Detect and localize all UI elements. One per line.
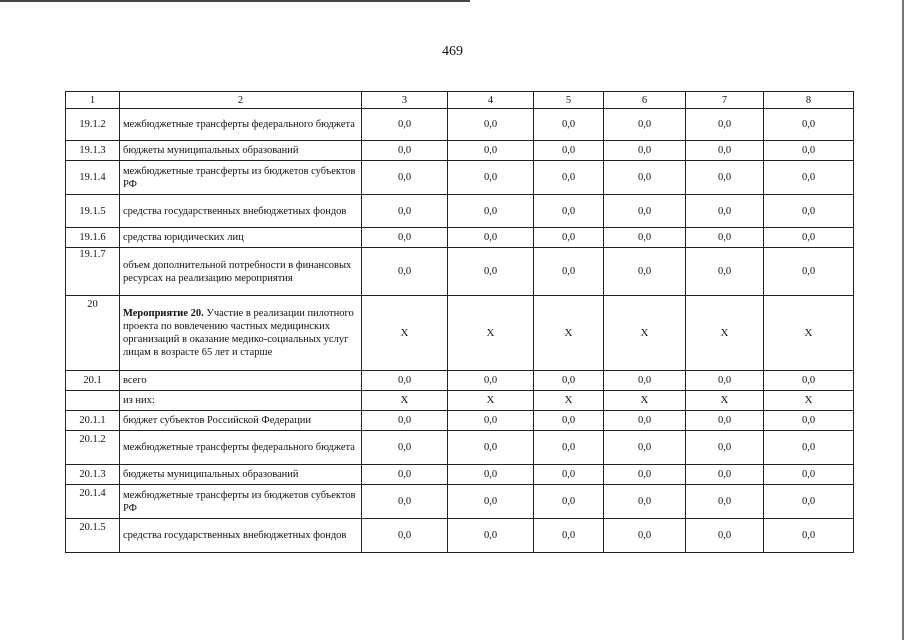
value-cell: 0,0	[362, 141, 448, 161]
table-row	[66, 228, 854, 248]
value-cell: 0,0	[362, 228, 448, 248]
value-cell: 0,0	[448, 431, 534, 465]
table-row-section	[66, 296, 854, 371]
table-row	[66, 485, 854, 519]
table-row	[66, 431, 854, 465]
value-cell: 0,0	[534, 109, 604, 141]
value-cell: X	[448, 391, 534, 411]
table-row	[66, 161, 854, 195]
row-number: 20.1.2	[66, 431, 120, 465]
row-description: межбюджетные трансферты федерального бюджета	[120, 109, 362, 141]
value-cell: 0,0	[362, 465, 448, 485]
value-cell: 0,0	[604, 411, 686, 431]
value-cell: 0,0	[764, 161, 854, 195]
value-cell: X	[362, 391, 448, 411]
value-cell: 0,0	[604, 161, 686, 195]
row-number: 19.1.4	[66, 161, 120, 195]
row-number: 20	[66, 296, 120, 371]
value-cell: X	[686, 296, 764, 371]
value-cell: 0,0	[604, 371, 686, 391]
value-cell: X	[534, 391, 604, 411]
row-description: средства юридических лиц	[120, 228, 362, 248]
column-header: 6	[604, 92, 686, 109]
value-cell: 0,0	[448, 411, 534, 431]
row-number: 20.1.1	[66, 411, 120, 431]
row-description: межбюджетные трансферты из бюджетов субъектов РФ	[120, 161, 362, 195]
value-cell: X	[604, 296, 686, 371]
value-cell: 0,0	[686, 141, 764, 161]
table-row	[66, 519, 854, 553]
row-number: 19.1.6	[66, 228, 120, 248]
value-cell: 0,0	[362, 248, 448, 296]
value-cell: X	[764, 296, 854, 371]
row-number: 20.1.5	[66, 519, 120, 553]
value-cell: 0,0	[534, 248, 604, 296]
table-row	[66, 411, 854, 431]
table-row	[66, 465, 854, 485]
row-description: средства государственных внебюджетных фондов	[120, 519, 362, 553]
value-cell: 0,0	[534, 141, 604, 161]
value-cell: 0,0	[764, 371, 854, 391]
row-description: бюджеты муниципальных образований	[120, 141, 362, 161]
value-cell: 0,0	[604, 431, 686, 465]
value-cell: 0,0	[686, 411, 764, 431]
value-cell: X	[764, 391, 854, 411]
value-cell: 0,0	[764, 228, 854, 248]
value-cell: 0,0	[534, 465, 604, 485]
value-cell: 0,0	[448, 161, 534, 195]
row-number: 20.1	[66, 371, 120, 391]
value-cell: 0,0	[448, 141, 534, 161]
budget-table	[65, 91, 854, 553]
value-cell: X	[686, 391, 764, 411]
value-cell: 0,0	[764, 519, 854, 553]
value-cell: 0,0	[534, 431, 604, 465]
value-cell: 0,0	[604, 228, 686, 248]
value-cell: 0,0	[362, 109, 448, 141]
activity-label: Мероприятие 20.	[123, 308, 204, 319]
row-number: 19.1.7	[66, 248, 120, 296]
value-cell: 0,0	[764, 248, 854, 296]
page-number: 469	[442, 44, 463, 59]
value-cell: 0,0	[534, 228, 604, 248]
table-row	[66, 141, 854, 161]
row-description	[120, 296, 362, 371]
value-cell: 0,0	[686, 228, 764, 248]
value-cell: 0,0	[534, 519, 604, 553]
value-cell: 0,0	[604, 465, 686, 485]
column-header: 3	[362, 92, 448, 109]
value-cell: 0,0	[534, 161, 604, 195]
value-cell: 0,0	[534, 485, 604, 519]
value-cell: 0,0	[448, 109, 534, 141]
value-cell: 0,0	[686, 465, 764, 485]
value-cell: 0,0	[448, 519, 534, 553]
column-header: 7	[686, 92, 764, 109]
value-cell: 0,0	[448, 371, 534, 391]
value-cell: 0,0	[764, 411, 854, 431]
row-number: 20.1.3	[66, 465, 120, 485]
value-cell: X	[362, 296, 448, 371]
value-cell: 0,0	[534, 371, 604, 391]
value-cell: 0,0	[764, 465, 854, 485]
value-cell: 0,0	[764, 431, 854, 465]
value-cell: 0,0	[764, 109, 854, 141]
column-header: 4	[448, 92, 534, 109]
row-description: бюджет субъектов Российской Федерации	[120, 411, 362, 431]
row-number: 19.1.2	[66, 109, 120, 141]
value-cell: 0,0	[604, 248, 686, 296]
value-cell: 0,0	[686, 248, 764, 296]
row-description: межбюджетные трансферты из бюджетов субъектов РФ	[120, 485, 362, 519]
value-cell: 0,0	[448, 465, 534, 485]
table-row	[66, 248, 854, 296]
value-cell: 0,0	[448, 228, 534, 248]
row-description: средства государственных внебюджетных фондов	[120, 195, 362, 228]
row-number: 20.1.4	[66, 485, 120, 519]
value-cell: 0,0	[686, 431, 764, 465]
activity-text: Участие в реализации пилотного проекта по вовлечению частных медицинских организаций в оказание медико-социальных услуг лицам в возрасте 65 лет и старше	[123, 308, 354, 358]
value-cell: 0,0	[362, 371, 448, 391]
table-row	[66, 391, 854, 411]
value-cell: 0,0	[362, 519, 448, 553]
value-cell: 0,0	[604, 519, 686, 553]
row-description: объем дополнительной потребности в финансовых ресурсах на реализацию мероприятия	[120, 248, 362, 296]
value-cell: 0,0	[686, 195, 764, 228]
value-cell: 0,0	[764, 141, 854, 161]
value-cell: 0,0	[362, 431, 448, 465]
value-cell: 0,0	[604, 485, 686, 519]
row-description: из них:	[120, 391, 362, 411]
value-cell: 0,0	[448, 248, 534, 296]
column-header: 1	[66, 92, 120, 109]
value-cell: 0,0	[764, 195, 854, 228]
column-header: 8	[764, 92, 854, 109]
row-description: межбюджетные трансферты федерального бюджета	[120, 431, 362, 465]
column-header: 2	[120, 92, 362, 109]
value-cell: X	[604, 391, 686, 411]
value-cell: 0,0	[764, 485, 854, 519]
table-row	[66, 109, 854, 141]
value-cell: 0,0	[362, 161, 448, 195]
value-cell: X	[448, 296, 534, 371]
value-cell: 0,0	[604, 109, 686, 141]
value-cell: 0,0	[604, 141, 686, 161]
scan-right-border	[902, 0, 904, 640]
header-row	[66, 92, 854, 109]
value-cell: 0,0	[534, 195, 604, 228]
column-header: 5	[534, 92, 604, 109]
table-row	[66, 371, 854, 391]
value-cell: 0,0	[604, 195, 686, 228]
value-cell: 0,0	[686, 371, 764, 391]
value-cell: 0,0	[448, 485, 534, 519]
value-cell: 0,0	[686, 161, 764, 195]
row-description: бюджеты муниципальных образований	[120, 465, 362, 485]
value-cell: 0,0	[448, 195, 534, 228]
value-cell: 0,0	[362, 411, 448, 431]
value-cell: 0,0	[534, 411, 604, 431]
value-cell: 0,0	[686, 519, 764, 553]
row-number: 19.1.5	[66, 195, 120, 228]
row-description: всего	[120, 371, 362, 391]
value-cell: 0,0	[362, 485, 448, 519]
scan-top-border	[0, 0, 470, 2]
value-cell: 0,0	[686, 485, 764, 519]
row-number: 19.1.3	[66, 141, 120, 161]
row-number	[66, 391, 120, 411]
value-cell: 0,0	[686, 109, 764, 141]
value-cell: 0,0	[362, 195, 448, 228]
value-cell: X	[534, 296, 604, 371]
table-row	[66, 195, 854, 228]
